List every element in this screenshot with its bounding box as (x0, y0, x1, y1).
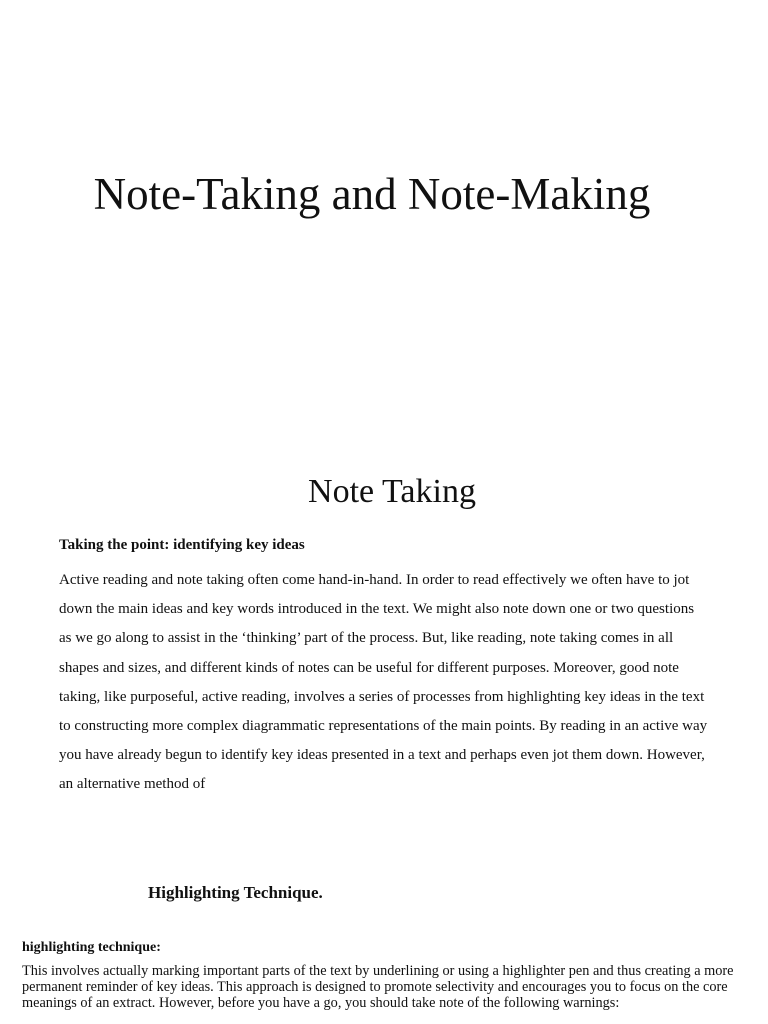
subheading: Taking the point: identifying key ideas (59, 537, 305, 553)
technique-paragraph: This involves actually marking important parts of the text by underlining or using a highlighter pen and thus creating a more permanent reminder of key ideas. This approach is designed to promote selectivity and encourages you to focus on the core meanings of an extract. However, before you have a go, you should take note of the following warnings: (22, 963, 734, 1011)
document-title: Note-Taking and Note-Making (93, 169, 651, 219)
technique-label: highlighting technique: (22, 940, 161, 955)
highlighting-heading: Highlighting Technique. (148, 883, 323, 902)
section-title: Note Taking (308, 473, 476, 510)
body-paragraph: Active reading and note taking often come hand-in-hand. In order to read effectively we often have to jot down the main ideas and key words introduced in the text. We might also note down one or two questions as we go along to assist in the ‘thinking’ part of the process. But, like reading, note taking comes in all shapes and sizes, and different kinds of notes can be useful for different purposes. Moreover, good note taking, like purposeful, active reading, involves a series of processes from highlighting key ideas in the text to constructing more complex diagrammatic representations of the main points. By reading in an active way you have already begun to identify key ideas presented in a text and perhaps even jot them down. However, an alternative method of (59, 572, 708, 793)
